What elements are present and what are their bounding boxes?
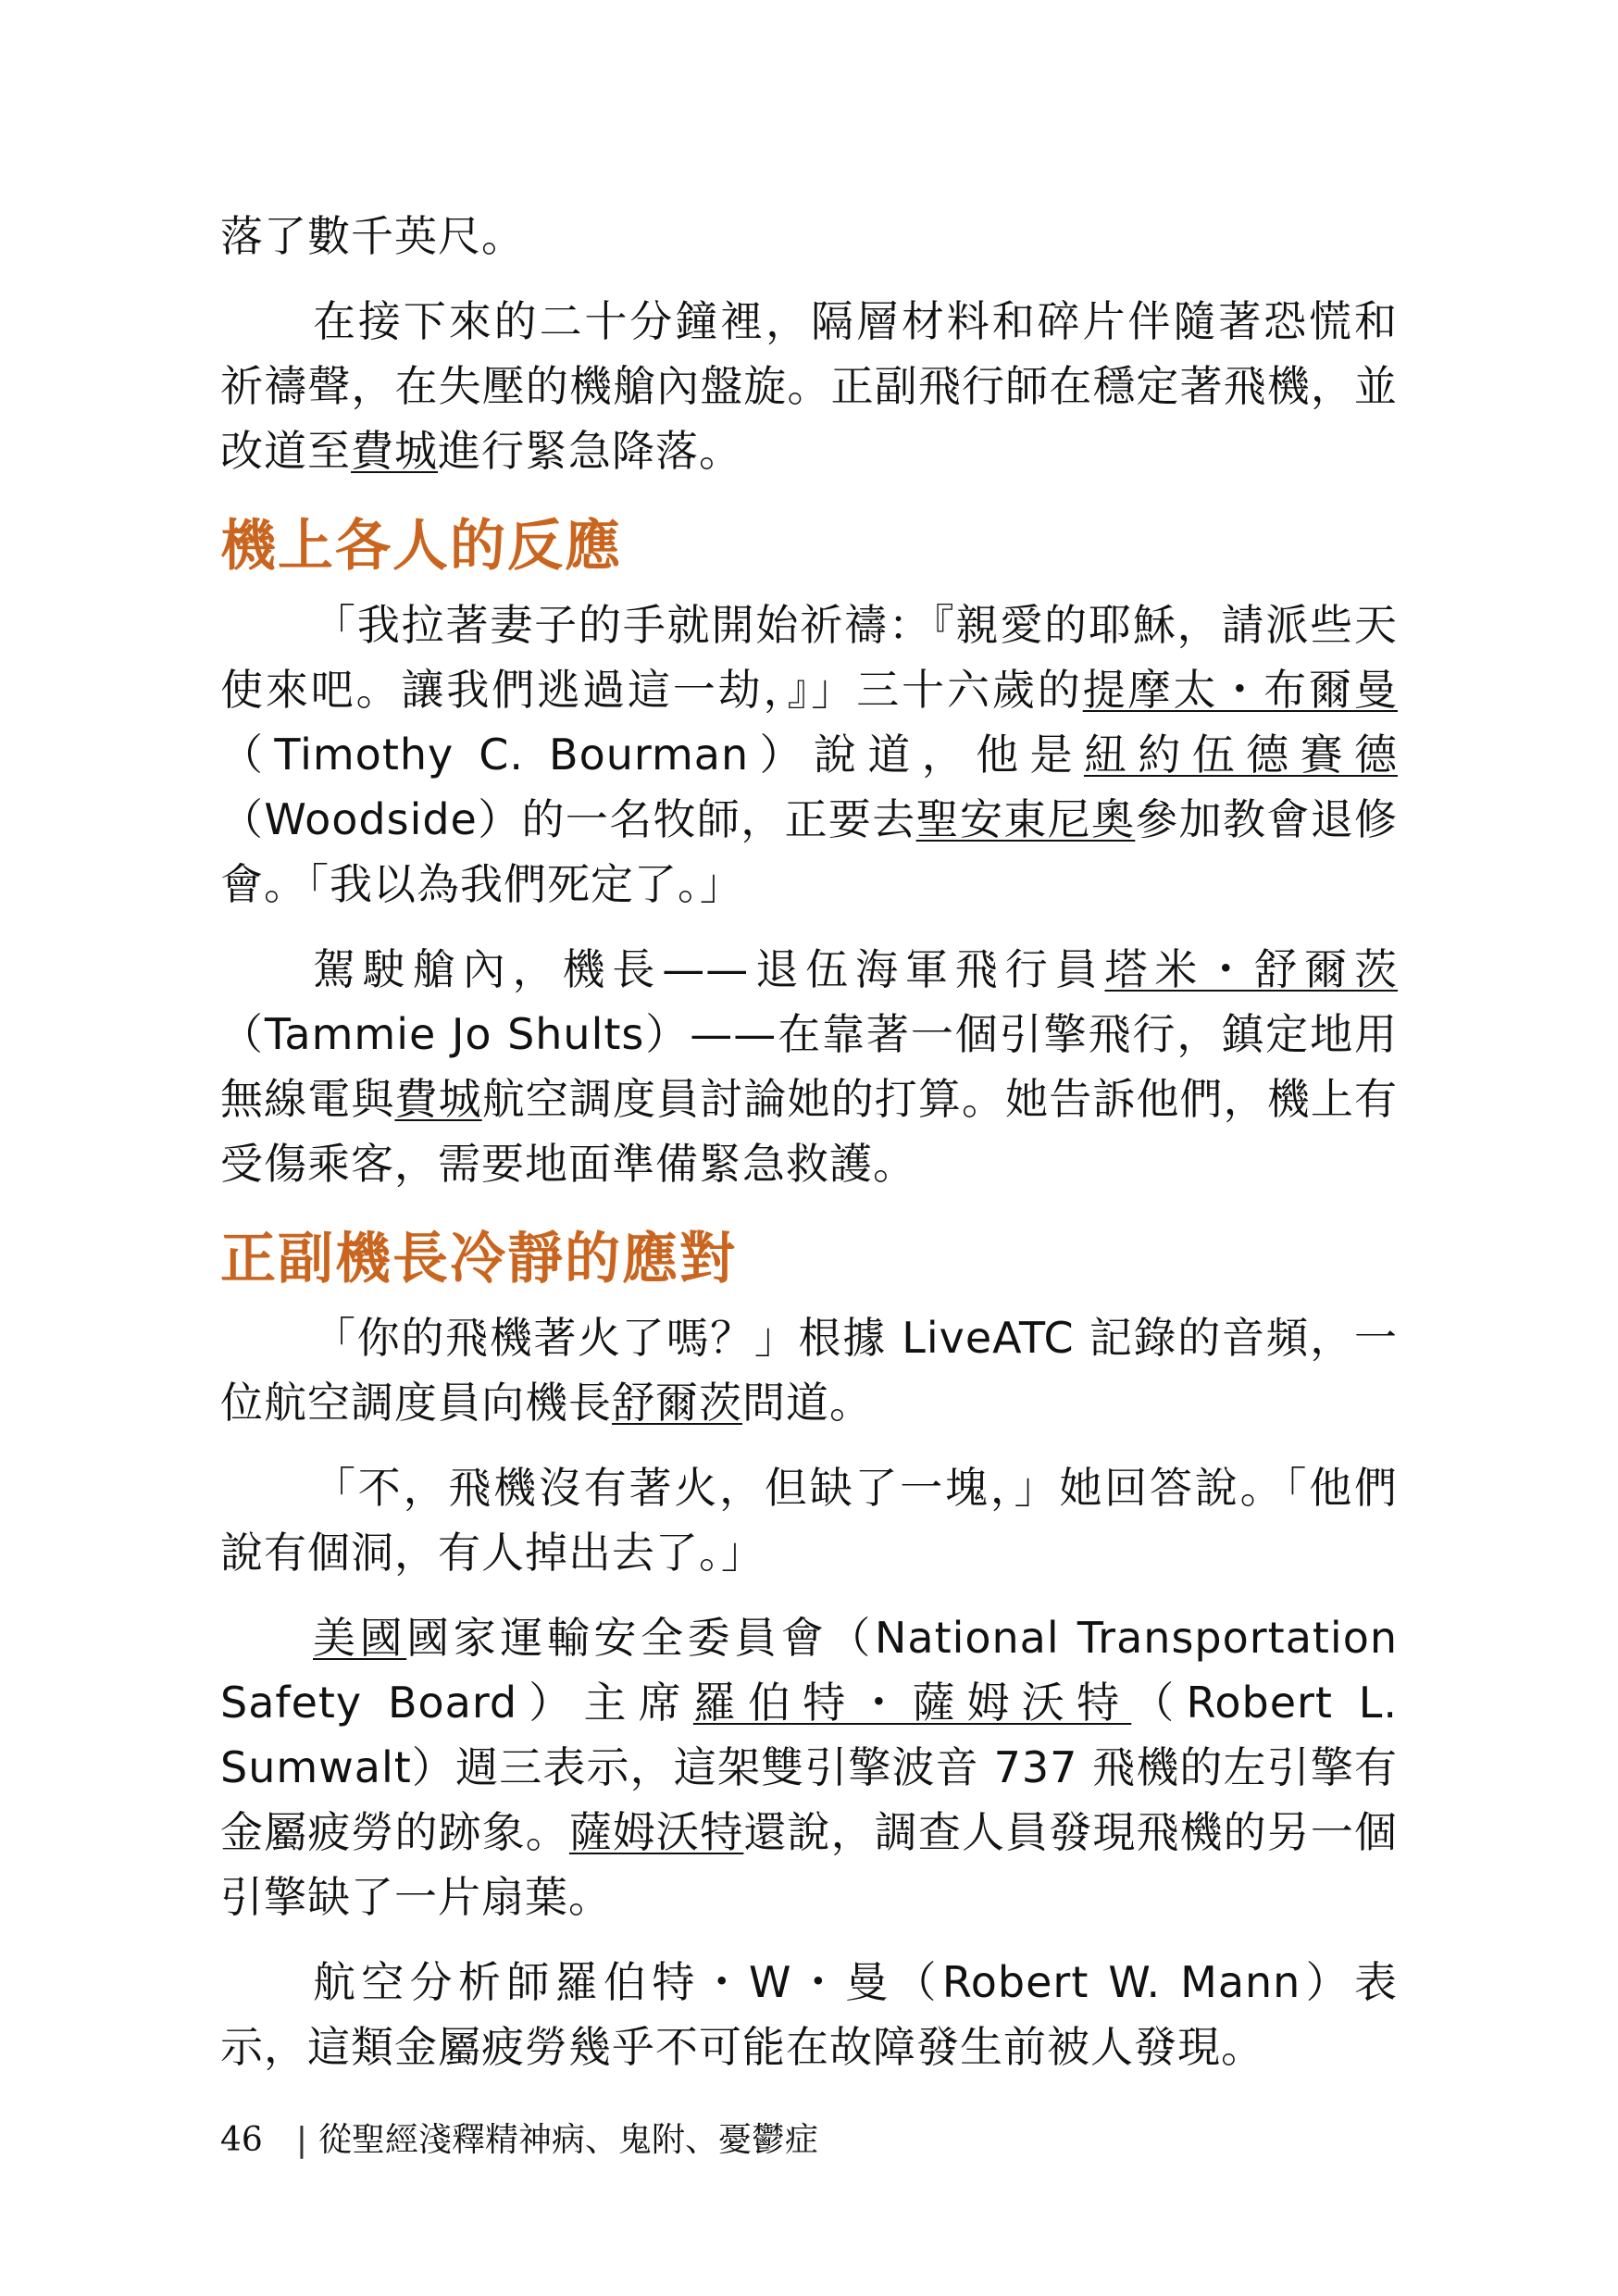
paragraph-3 (220, 593, 1398, 917)
paragraph-3-text-b: （Timothy C. Bourman）說道，他是 (220, 730, 1084, 780)
paragraph-1-text: 落了數千英尺。 (220, 211, 525, 261)
section-heading-reactions: 機上各人的反應 (220, 514, 622, 579)
page-body (220, 204, 1398, 2079)
paragraph-4-text-a: 駕駛艙內，機長——退伍海軍飛行員 (313, 944, 1105, 994)
paragraph-5-text-a: 「你的飛機著火了嗎？」根據 LiveATC 記錄的音頻，一位航空調度員向機長 (220, 1313, 1398, 1428)
paragraph-7-text-c: 還說，調查人員發現飛機的另一個引擎缺了一片扇葉。 (220, 1807, 1399, 1922)
paragraph-2-text: 在接下來的二十分鐘裡，隔層材料和碎片伴隨著恐慌和祈禱聲，在失壓的機艙內盤旋。正副飛行師在穩定著飛機，並改道至 (220, 296, 1398, 476)
paragraph-7-text-a: 國家運輸安全委員會（National Transportation Safety Board）主席 (220, 1613, 1399, 1728)
person-name-sumwalt-2: 薩姆沃特 (568, 1807, 744, 1857)
page-number: 46 (220, 2121, 263, 2159)
paragraph-8-text: 航空分析師羅伯特・W・曼（Robert W. Mann）表示，這類金屬疲勞幾乎不可能在故障發生前被人發現。 (220, 1957, 1398, 2072)
paragraph-2-end: 進行緊急降落。 (438, 426, 742, 476)
place-name-san-antonio: 聖安東尼奧 (915, 794, 1136, 844)
book-title: 從聖經淺釋精神病、鬼附、憂鬱症 (317, 2121, 818, 2159)
place-name-usa: 美國 (313, 1613, 407, 1663)
place-name-woodside: 紐約伍德賽德 (1083, 730, 1398, 780)
place-name-philadelphia-2: 費城 (394, 1074, 482, 1124)
paragraph-1 (220, 204, 1398, 268)
paragraph-4 (220, 937, 1398, 1196)
paragraph-6 (220, 1455, 1398, 1585)
paragraph-6-text: 「不，飛機沒有著火，但缺了一塊，」她回答說。「他們說有個洞，有人掉出去了。」 (220, 1463, 1398, 1578)
paragraph-3-text-a: 「我拉著妻子的手就開始祈禱：『親愛的耶穌，請派些天使來吧。讓我們逃過這一劫，』」三十六歲的 (220, 600, 1398, 715)
paragraph-3-text-c: （Woodside）的一名牧師，正要去 (220, 794, 916, 844)
person-name-bourman: 提摩太・布爾曼 (1082, 665, 1399, 715)
footer-separator: | (295, 2121, 307, 2159)
paragraph-2 (220, 289, 1398, 483)
paragraph-3-text-d: 參加教會退修會。「我以為我們死定了。」 (220, 794, 1399, 909)
paragraph-4-text-c: 航空調度員討論她的打算。她告訴他們，機上有受傷乘客，需要地面準備緊急救護。 (220, 1074, 1399, 1189)
paragraph-7-text-b: （Robert L. Sumwalt）週三表示，這架雙引擎波音 737 飛機的左引擎有金屬疲勞的跡象。 (220, 1678, 1399, 1857)
page-footer (220, 2120, 818, 2161)
place-name-philadelphia: 費城 (351, 426, 438, 476)
person-name-sumwalt: 羅伯特・薩姆沃特 (692, 1678, 1132, 1728)
paragraph-5 (220, 1305, 1398, 1435)
section-heading-response: 正副機長冷靜的應對 (220, 1227, 737, 1292)
person-name-shults-2: 舒爾茨 (612, 1378, 742, 1428)
paragraph-4-text-b: （Tammie Jo Shults）——在靠著一個引擎飛行，鎮定地用無線電與 (220, 1009, 1398, 1124)
paragraph-8 (220, 1950, 1398, 2079)
paragraph-7 (220, 1605, 1398, 1929)
paragraph-5-text-b: 問道。 (742, 1378, 873, 1428)
person-name-shults: 塔米・舒爾茨 (1104, 944, 1399, 994)
